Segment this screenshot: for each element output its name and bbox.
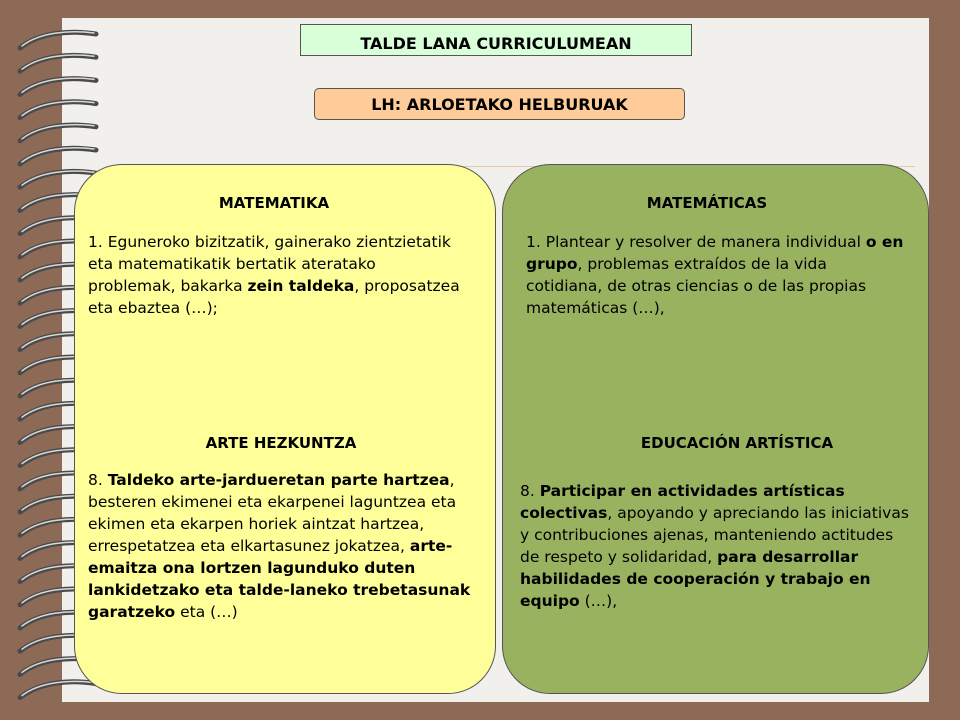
text-segment: eta (…)	[175, 603, 238, 621]
page-subtitle	[314, 88, 685, 120]
text-segment: , apoyando y apreciando las iniciativas y contribuciones ajenas, manteniendo actitudes de respeto y solidaridad,	[520, 504, 909, 566]
right-math-text	[526, 231, 906, 319]
left-art-heading: ARTE HEZKUNTZA	[205, 434, 357, 452]
bold-segment: Participar en actividades artísticas colectivas	[520, 482, 845, 522]
bold-segment: zein taldeka	[247, 277, 355, 295]
page-subtitle-text: LH: ARLOETAKO HELBURUAK	[371, 94, 628, 114]
bold-segment: Taldeko arte-jardueretan parte hartzea	[107, 471, 450, 489]
text-segment: 8.	[520, 482, 540, 500]
bold-segment: para desarrollar habilidades de cooperación y trabajo en equipo	[520, 548, 871, 610]
page-title-text: TALDE LANA CURRICULUMEAN	[360, 34, 632, 53]
text-segment: , problemas extraídos de la vida cotidiana, de otras ciencias o de las propias matemáticas (…),	[526, 255, 867, 317]
page-title	[300, 24, 692, 56]
text-segment: 1. Eguneroko bizitzatik, gainerako zientzietatik eta matematikatik bertatik ateratako problemak, bakarka	[88, 233, 451, 295]
left-math-heading: MATEMATIKA	[218, 194, 330, 212]
right-art-heading: EDUCACIÓN ARTÍSTICA	[640, 434, 834, 452]
bold-segment: arte-emaitza ona lortzen lagunduko duten lankidetzako eta talde-laneko trebetasunak garatzeko	[88, 537, 471, 621]
right-math-heading: MATEMÁTICAS	[646, 194, 768, 212]
right-art-text	[520, 480, 916, 612]
left-math-text	[88, 231, 468, 319]
text-segment: (…),	[579, 592, 618, 610]
text-segment: 1. Plantear y resolver de manera individual	[526, 233, 866, 251]
text-segment: 8.	[88, 471, 108, 489]
left-art-text	[88, 469, 484, 623]
text-segment: , besteren ekimenei eta ekarpenei laguntzea eta ekimen eta ekarpen horiek aintzat hartzea, errespetatzea eta elkartasunez jokatzea,	[88, 471, 457, 555]
text-segment: , proposatzea eta ebaztea (…);	[88, 277, 460, 317]
bold-segment: o en grupo	[526, 233, 904, 273]
